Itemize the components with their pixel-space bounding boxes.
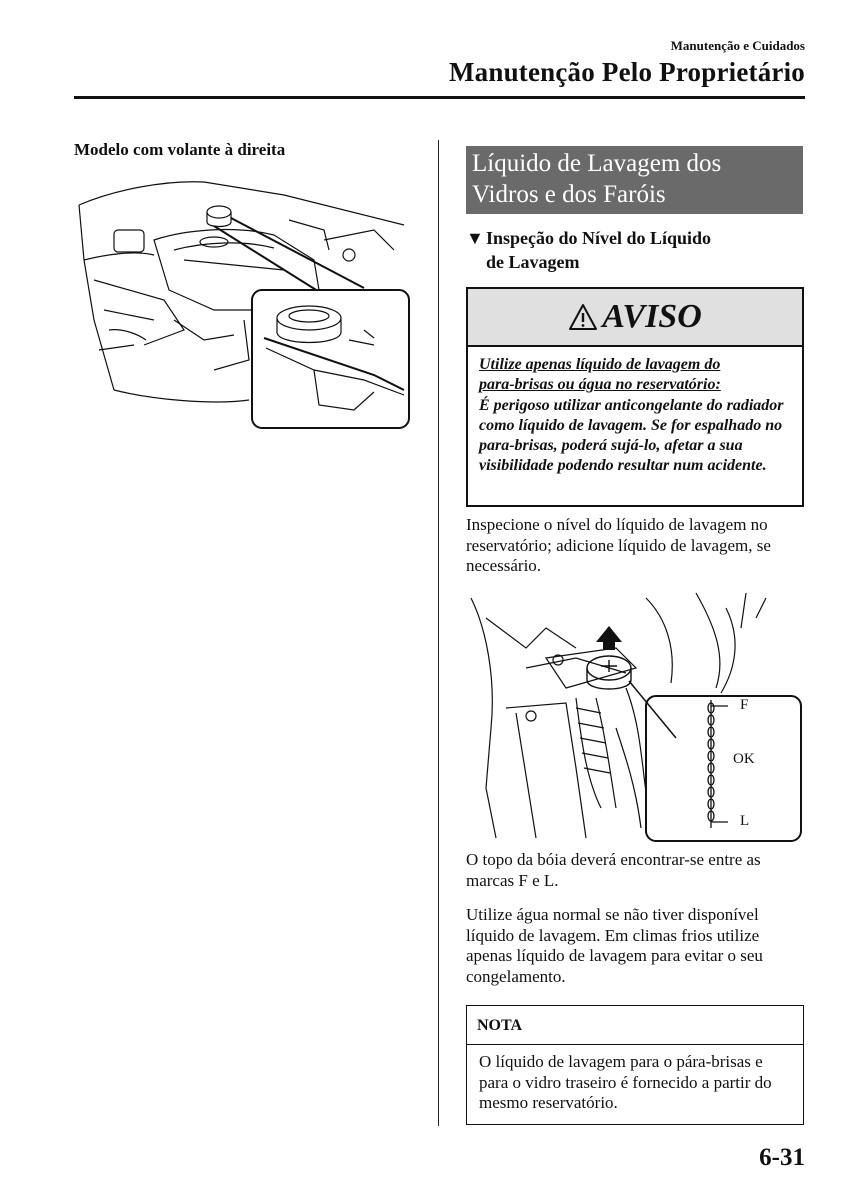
warning-line1: Utilize apenas líquido de lavagem do xyxy=(479,356,721,373)
section-heading-line2: Vidros e dos Faróis xyxy=(472,181,666,208)
sub-heading-line1: Inspeção do Nível do Líquido xyxy=(486,228,712,248)
warning-body xyxy=(468,347,802,477)
header-rule xyxy=(74,96,805,99)
paragraph-float: O topo da bóia deverá encontrar-se entre as marcas F e L. xyxy=(466,850,761,890)
sub-heading-line2: de Lavagem xyxy=(486,252,580,272)
section-label: Manutenção e Cuidados xyxy=(670,38,805,53)
section-heading xyxy=(466,146,803,214)
dipstick-ok-mark: OK xyxy=(733,751,755,767)
column-divider xyxy=(438,140,439,1126)
note-title: NOTA xyxy=(467,1006,803,1045)
note-text: O líquido de lavagem para o pára-brisas e para o vidro traseiro é fornecido a partir do mesmo reservatório. xyxy=(479,1052,772,1112)
warning-title: AVISO xyxy=(602,298,702,335)
dipstick-low-mark: L xyxy=(740,813,750,829)
page-title: Manutenção Pelo Proprietário xyxy=(448,57,805,87)
reservoir-illustration xyxy=(466,588,804,846)
engine-bay-illustration xyxy=(74,170,414,435)
warning-line2: para-brisas ou água no reservatório: xyxy=(479,376,721,394)
triangle-marker-icon: ▼ xyxy=(466,228,484,248)
sub-heading xyxy=(466,226,806,274)
warning-text: É perigoso utilizar anticongelante do radiador como líquido de lavagem. Se for espalhado no para-brisas, poderá sujá-lo, afetar a sua visibilidade podendo resultar num acidente. xyxy=(479,396,784,475)
left-caption: Modelo com volante à direita xyxy=(74,140,286,159)
dipstick-full-mark: F xyxy=(740,697,749,713)
note-box xyxy=(466,1005,804,1125)
paragraph-inspect: Inspecione o nível do líquido de lavagem no reservatório; adicione líquido de lavagem, se necessário. xyxy=(466,515,771,575)
paragraph-water: Utilize água normal se não tiver disponível líquido de lavagem. Em climas frios utilize apenas líquido de lavagem para evitar o seu congelamento. xyxy=(466,905,763,986)
warning-box xyxy=(466,287,804,507)
warning-header xyxy=(468,289,802,347)
page-number: 6-31 xyxy=(759,1144,805,1171)
up-arrow-icon xyxy=(596,626,622,650)
warning-triangle-icon xyxy=(568,303,598,331)
section-heading-line1: Líquido de Lavagem dos xyxy=(472,150,722,177)
